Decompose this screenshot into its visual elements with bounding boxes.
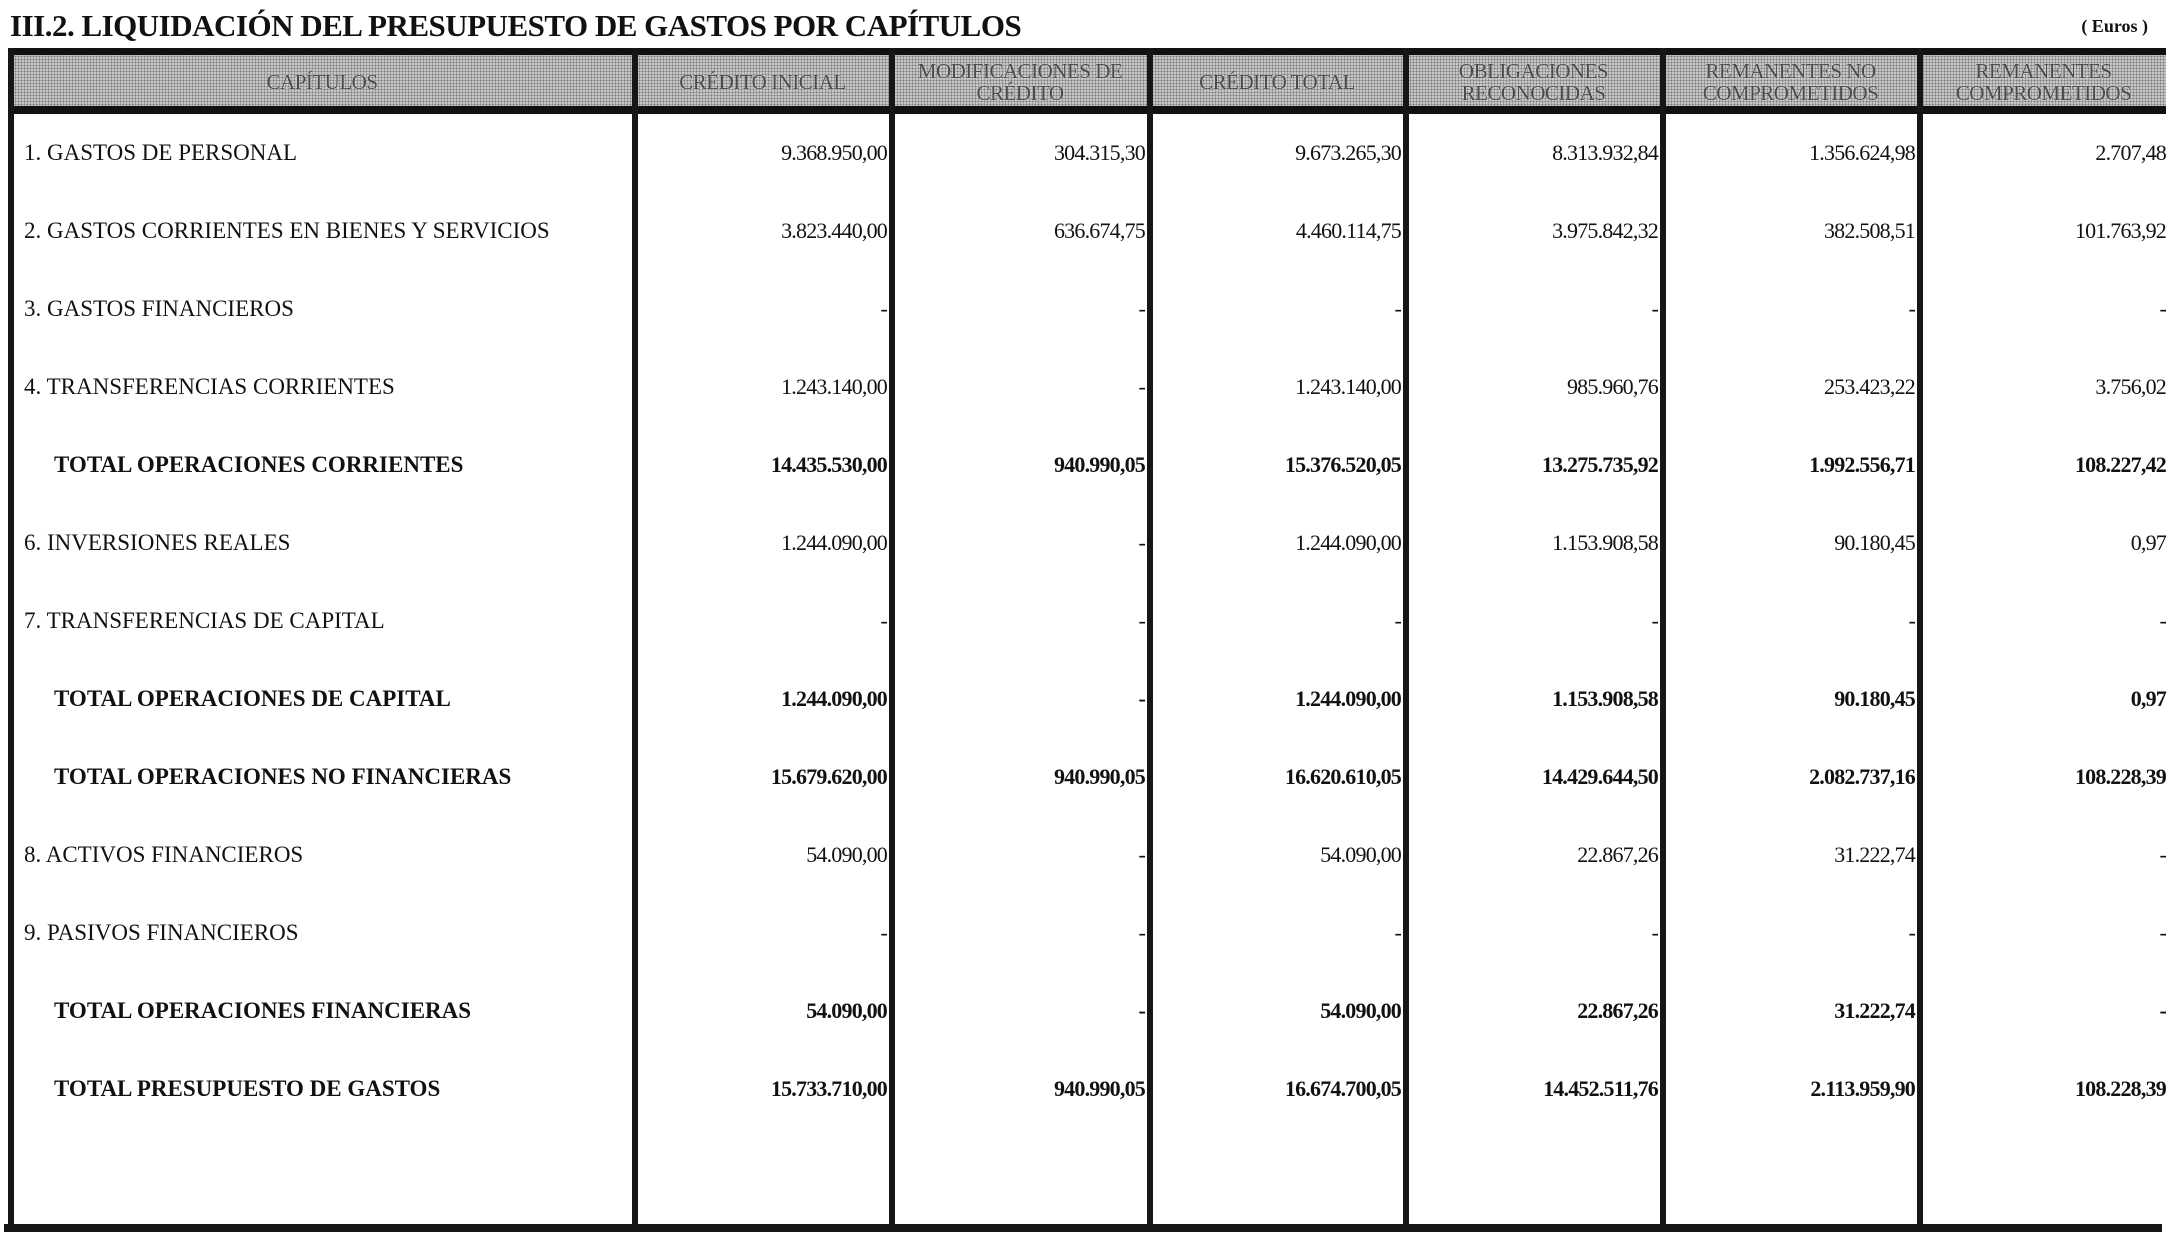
table-row [0,367,2170,407]
column-header: OBLIGACIONES RECONOCIDAS [1458,59,1609,105]
cell-value: 54.090,00 [1320,998,1401,1023]
cell-value: 985.960,76 [1566,374,1658,399]
cell-value: 0,97 [2130,530,2166,555]
column-divider [1403,48,1409,1232]
cell-value: - [1908,608,1915,633]
cell-value: 9.368.950,00 [781,140,887,165]
column-header: REMANENTES COMPROMETIDOS [1955,59,2132,105]
cell-value: 14.452.511,76 [1543,1076,1658,1101]
cell-value: 3.756,02 [2095,374,2166,399]
cell-value: - [1138,842,1145,867]
row-label: 2. GASTOS CORRIENTES EN BIENES Y SERVICIOS [24,218,550,243]
cell-value: 14.429.644,50 [1541,764,1658,789]
table-row [0,835,2170,875]
cell-value: 13.275.735,92 [1541,452,1658,477]
cell-value: - [2159,998,2166,1023]
cell-value: - [880,920,887,945]
row-label: 4. TRANSFERENCIAS CORRIENTES [24,374,395,399]
row-label: 6. INVERSIONES REALES [24,530,291,555]
cell-value: 31.222,74 [1834,998,1915,1023]
cell-value: 4.460.114,75 [1295,218,1401,243]
cell-value: 1.356.624,98 [1809,140,1915,165]
cell-value: 9.673.265,30 [1295,140,1401,165]
column-divider [1660,48,1666,1232]
cell-value: 636.674,75 [1053,218,1145,243]
table-row [0,211,2170,251]
cell-value: - [1908,296,1915,321]
table-row [0,445,2170,485]
cell-value: - [1138,920,1145,945]
cell-value: 1.153.908,58 [1552,686,1658,711]
table-row [0,679,2170,719]
cell-value: 90.180,45 [1834,686,1915,711]
cell-value: - [1394,608,1401,633]
cell-value: - [880,608,887,633]
cell-value: 15.733.710,00 [770,1076,887,1101]
cell-value: - [1138,374,1145,399]
cell-value: 90.180,45 [1834,530,1915,555]
cell-value: 15.376.520,05 [1284,452,1401,477]
cell-value: - [1138,530,1145,555]
cell-value: 2.113.959,90 [1810,1076,1915,1101]
cell-value: - [1138,686,1145,711]
cell-value: 3.975.842,32 [1552,218,1658,243]
cell-value: 3.823.440,00 [781,218,887,243]
cell-value: 940.990,05 [1053,1076,1145,1101]
cell-value: 940.990,05 [1053,764,1145,789]
cell-value: 1.244.090,00 [781,686,887,711]
cell-value: - [2159,842,2166,867]
cell-value: - [1138,608,1145,633]
cell-value: - [1138,296,1145,321]
cell-value: - [1651,296,1658,321]
cell-value: 1.153.908,58 [1552,530,1658,555]
table-row [0,289,2170,329]
cell-value: - [1651,920,1658,945]
page-title: III.2. LIQUIDACIÓN DEL PRESUPUESTO DE GASTOS POR CAPÍTULOS [10,8,1022,43]
column-divider [889,48,895,1232]
cell-value: 304.315,30 [1053,140,1145,165]
cell-value: 2.082.737,16 [1809,764,1915,789]
cell-value: 2.707,48 [2095,140,2166,165]
cell-value: 1.992.556,71 [1809,452,1915,477]
table-row [0,991,2170,1031]
table-bottom-border [4,1224,2162,1232]
cell-value: 31.222,74 [1834,842,1915,867]
column-header: CRÉDITO TOTAL [1199,70,1355,94]
table-row [0,523,2170,563]
row-label: 7. TRANSFERENCIAS DE CAPITAL [24,608,385,633]
column-header: REMANENTES NO COMPROMETIDOS [1702,59,1879,105]
cell-value: 108.228,39 [2074,1076,2166,1101]
column-divider [632,48,638,1232]
cell-value: 54.090,00 [806,998,887,1023]
cell-value: - [1394,296,1401,321]
cell-value: - [1908,920,1915,945]
column-header: CAPÍTULOS [266,70,378,94]
table-row [0,757,2170,797]
cell-value: 1.244.090,00 [1295,686,1401,711]
table-row [0,601,2170,641]
units-label: ( Euros ) [2081,16,2148,36]
column-header: MODIFICACIONES DE CRÉDITO [917,59,1123,105]
cell-value: - [2159,296,2166,321]
cell-value: 22.867,26 [1577,998,1658,1023]
cell-value: 1.243.140,00 [781,374,887,399]
column-header: CRÉDITO INICIAL [679,70,846,94]
table-row [0,1069,2170,1109]
row-label: TOTAL OPERACIONES DE CAPITAL [54,686,451,711]
cell-value: 1.244.090,00 [1295,530,1401,555]
table-row [0,133,2170,173]
cell-value: - [880,296,887,321]
cell-value: 14.435.530,00 [770,452,887,477]
cell-value: - [1394,920,1401,945]
cell-value: 253.423,22 [1823,374,1915,399]
cell-value: - [1651,608,1658,633]
cell-value: - [2159,920,2166,945]
cell-value: 1.244.090,00 [781,530,887,555]
row-label: 1. GASTOS DE PERSONAL [24,140,298,165]
table-row [0,913,2170,953]
row-label: TOTAL PRESUPUESTO DE GASTOS [54,1076,441,1101]
row-label: TOTAL OPERACIONES NO FINANCIERAS [54,764,512,789]
row-label: TOTAL OPERACIONES CORRIENTES [54,452,464,477]
cell-value: - [1138,998,1145,1023]
cell-value: 16.620.610,05 [1284,764,1401,789]
row-label: 8. ACTIVOS FINANCIEROS [24,842,304,867]
cell-value: - [2159,608,2166,633]
cell-value: 54.090,00 [1320,842,1401,867]
cell-value: 108.227,42 [2074,452,2166,477]
cell-value: 0,97 [2130,686,2166,711]
cell-value: 1.243.140,00 [1295,374,1401,399]
cell-value: 101.763,92 [2074,218,2166,243]
cell-value: 54.090,00 [806,842,887,867]
cell-value: 16.674.700,05 [1284,1076,1401,1101]
row-label: 3. GASTOS FINANCIEROS [24,296,294,321]
column-divider [1147,48,1153,1232]
row-label: TOTAL OPERACIONES FINANCIERAS [54,998,472,1023]
column-divider [8,48,14,1232]
cell-value: 22.867,26 [1577,842,1658,867]
cell-value: 108.228,39 [2074,764,2166,789]
cell-value: 940.990,05 [1053,452,1145,477]
cell-value: 382.508,51 [1823,218,1915,243]
column-divider [1917,48,1923,1232]
row-label: 9. PASIVOS FINANCIEROS [24,920,299,945]
cell-value: 15.679.620,00 [770,764,887,789]
cell-value: 8.313.932,84 [1552,140,1658,165]
